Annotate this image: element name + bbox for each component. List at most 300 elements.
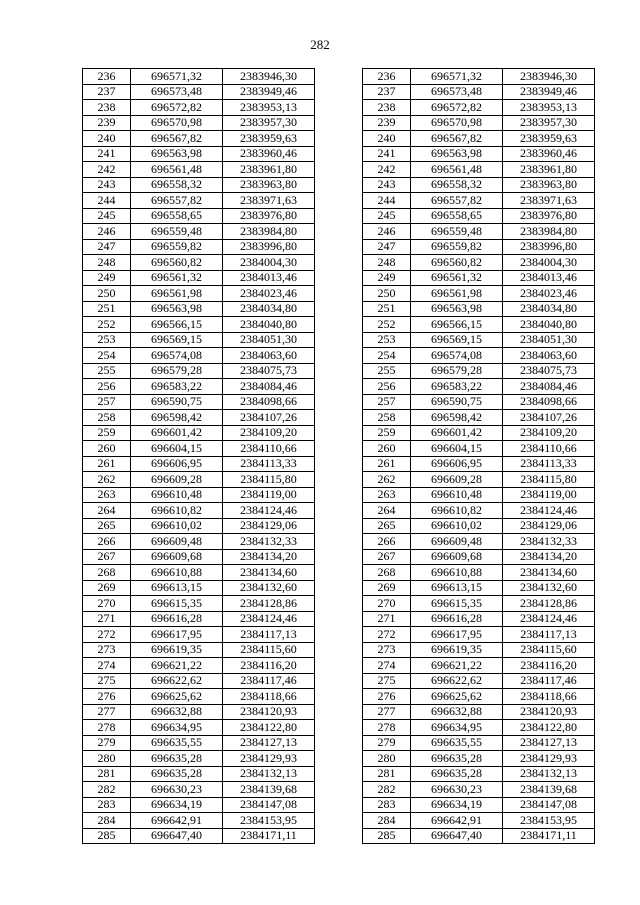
column-gap	[315, 441, 363, 457]
column-gap	[315, 518, 363, 534]
left-point-number-cell: 274	[83, 658, 131, 674]
table-row	[83, 239, 595, 255]
left-y-coordinate-cell: 2384013,46	[223, 270, 315, 286]
left-y-coordinate-cell: 2384129,93	[223, 751, 315, 767]
column-gap	[315, 239, 363, 255]
table-row	[83, 100, 595, 116]
right-point-number-cell: 236	[363, 69, 411, 85]
right-x-coordinate-cell: 696559,48	[411, 224, 503, 240]
left-y-coordinate-cell: 2384134,60	[223, 565, 315, 581]
left-x-coordinate-cell: 696604,15	[131, 441, 223, 457]
column-gap	[315, 704, 363, 720]
right-y-coordinate-cell: 2384110,66	[503, 441, 595, 457]
right-x-coordinate-cell: 696634,95	[411, 720, 503, 736]
left-x-coordinate-cell: 696642,91	[131, 813, 223, 829]
left-x-coordinate-cell: 696590,75	[131, 394, 223, 410]
left-x-coordinate-cell: 696609,68	[131, 549, 223, 565]
right-x-coordinate-cell: 696642,91	[411, 813, 503, 829]
left-point-number-cell: 255	[83, 363, 131, 379]
left-point-number-cell: 240	[83, 131, 131, 147]
table-row	[83, 115, 595, 131]
table-row	[83, 735, 595, 751]
left-x-coordinate-cell: 696563,98	[131, 301, 223, 317]
right-y-coordinate-cell: 2384129,93	[503, 751, 595, 767]
right-y-coordinate-cell: 2384127,13	[503, 735, 595, 751]
left-point-number-cell: 272	[83, 627, 131, 643]
right-x-coordinate-cell: 696630,23	[411, 782, 503, 798]
left-point-number-cell: 250	[83, 286, 131, 302]
left-x-coordinate-cell: 696635,28	[131, 766, 223, 782]
column-gap	[315, 456, 363, 472]
right-x-coordinate-cell: 696625,62	[411, 689, 503, 705]
left-point-number-cell: 266	[83, 534, 131, 550]
right-y-coordinate-cell: 2384134,20	[503, 549, 595, 565]
left-point-number-cell: 245	[83, 208, 131, 224]
right-y-coordinate-cell: 2383960,46	[503, 146, 595, 162]
left-x-coordinate-cell: 696610,48	[131, 487, 223, 503]
right-x-coordinate-cell: 696569,15	[411, 332, 503, 348]
left-y-coordinate-cell: 2383963,80	[223, 177, 315, 193]
left-x-coordinate-cell: 696574,08	[131, 348, 223, 364]
right-point-number-cell: 245	[363, 208, 411, 224]
left-x-coordinate-cell: 696621,22	[131, 658, 223, 674]
left-y-coordinate-cell: 2384117,46	[223, 673, 315, 689]
left-point-number-cell: 282	[83, 782, 131, 798]
right-x-coordinate-cell: 696561,32	[411, 270, 503, 286]
coordinates-table	[82, 68, 595, 844]
column-gap	[315, 379, 363, 395]
left-y-coordinate-cell: 2384051,30	[223, 332, 315, 348]
right-point-number-cell: 258	[363, 410, 411, 426]
left-point-number-cell: 280	[83, 751, 131, 767]
left-x-coordinate-cell: 696601,42	[131, 425, 223, 441]
left-x-coordinate-cell: 696563,98	[131, 146, 223, 162]
right-y-coordinate-cell: 2383953,13	[503, 100, 595, 116]
left-x-coordinate-cell: 696571,32	[131, 69, 223, 85]
right-y-coordinate-cell: 2383946,30	[503, 69, 595, 85]
left-point-number-cell: 237	[83, 84, 131, 100]
left-x-coordinate-cell: 696598,42	[131, 410, 223, 426]
left-y-coordinate-cell: 2383957,30	[223, 115, 315, 131]
right-point-number-cell: 271	[363, 611, 411, 627]
left-x-coordinate-cell: 696622,62	[131, 673, 223, 689]
right-y-coordinate-cell: 2384119,00	[503, 487, 595, 503]
column-gap	[315, 332, 363, 348]
left-x-coordinate-cell: 696617,95	[131, 627, 223, 643]
right-y-coordinate-cell: 2384107,26	[503, 410, 595, 426]
table-row	[83, 565, 595, 581]
right-y-coordinate-cell: 2384124,46	[503, 611, 595, 627]
right-x-coordinate-cell: 696567,82	[411, 131, 503, 147]
column-gap	[315, 224, 363, 240]
table-row	[83, 534, 595, 550]
table-row	[83, 611, 595, 627]
left-y-coordinate-cell: 2384040,80	[223, 317, 315, 333]
table-row	[83, 642, 595, 658]
column-gap	[315, 84, 363, 100]
right-y-coordinate-cell: 2384116,20	[503, 658, 595, 674]
left-y-coordinate-cell: 2384063,60	[223, 348, 315, 364]
table-row	[83, 441, 595, 457]
right-x-coordinate-cell: 696617,95	[411, 627, 503, 643]
left-y-coordinate-cell: 2384132,13	[223, 766, 315, 782]
left-point-number-cell: 283	[83, 797, 131, 813]
right-point-number-cell: 246	[363, 224, 411, 240]
table-row	[83, 704, 595, 720]
right-y-coordinate-cell: 2383984,80	[503, 224, 595, 240]
column-gap	[315, 425, 363, 441]
column-gap	[315, 394, 363, 410]
right-x-coordinate-cell: 696590,75	[411, 394, 503, 410]
right-x-coordinate-cell: 696563,98	[411, 301, 503, 317]
right-point-number-cell: 239	[363, 115, 411, 131]
left-y-coordinate-cell: 2384084,46	[223, 379, 315, 395]
left-x-coordinate-cell: 696573,48	[131, 84, 223, 100]
right-y-coordinate-cell: 2384013,46	[503, 270, 595, 286]
left-x-coordinate-cell: 696635,55	[131, 735, 223, 751]
right-x-coordinate-cell: 696632,88	[411, 704, 503, 720]
right-point-number-cell: 274	[363, 658, 411, 674]
right-point-number-cell: 248	[363, 255, 411, 271]
column-gap	[315, 735, 363, 751]
right-y-coordinate-cell: 2383957,30	[503, 115, 595, 131]
right-x-coordinate-cell: 696635,55	[411, 735, 503, 751]
table-row	[83, 332, 595, 348]
right-y-coordinate-cell: 2384117,13	[503, 627, 595, 643]
table-row	[83, 456, 595, 472]
column-gap	[315, 673, 363, 689]
column-gap	[315, 100, 363, 116]
left-y-coordinate-cell: 2384107,26	[223, 410, 315, 426]
left-y-coordinate-cell: 2384116,20	[223, 658, 315, 674]
table-row	[83, 270, 595, 286]
left-y-coordinate-cell: 2383971,63	[223, 193, 315, 209]
left-point-number-cell: 263	[83, 487, 131, 503]
right-x-coordinate-cell: 696558,32	[411, 177, 503, 193]
table-row	[83, 317, 595, 333]
right-point-number-cell: 247	[363, 239, 411, 255]
column-gap	[315, 301, 363, 317]
left-y-coordinate-cell: 2384109,20	[223, 425, 315, 441]
right-point-number-cell: 279	[363, 735, 411, 751]
right-x-coordinate-cell: 696571,32	[411, 69, 503, 85]
right-point-number-cell: 270	[363, 596, 411, 612]
column-gap	[315, 503, 363, 519]
left-y-coordinate-cell: 2383959,63	[223, 131, 315, 147]
left-x-coordinate-cell: 696561,98	[131, 286, 223, 302]
right-point-number-cell: 256	[363, 379, 411, 395]
right-point-number-cell: 268	[363, 565, 411, 581]
left-x-coordinate-cell: 696613,15	[131, 580, 223, 596]
right-y-coordinate-cell: 2384122,80	[503, 720, 595, 736]
right-point-number-cell: 263	[363, 487, 411, 503]
column-gap	[315, 317, 363, 333]
table-row	[83, 580, 595, 596]
column-gap	[315, 751, 363, 767]
left-point-number-cell: 246	[83, 224, 131, 240]
column-gap	[315, 627, 363, 643]
right-x-coordinate-cell: 696558,65	[411, 208, 503, 224]
coordinates-table-body	[83, 69, 595, 844]
right-point-number-cell: 281	[363, 766, 411, 782]
right-y-coordinate-cell: 2383971,63	[503, 193, 595, 209]
left-point-number-cell: 253	[83, 332, 131, 348]
left-y-coordinate-cell: 2383996,80	[223, 239, 315, 255]
page-number: 282	[310, 37, 330, 52]
left-y-coordinate-cell: 2384134,20	[223, 549, 315, 565]
left-point-number-cell: 260	[83, 441, 131, 457]
right-point-number-cell: 282	[363, 782, 411, 798]
right-x-coordinate-cell: 696572,82	[411, 100, 503, 116]
table-row	[83, 146, 595, 162]
left-x-coordinate-cell: 696579,28	[131, 363, 223, 379]
right-y-coordinate-cell: 2384004,30	[503, 255, 595, 271]
right-y-coordinate-cell: 2383949,46	[503, 84, 595, 100]
right-point-number-cell: 238	[363, 100, 411, 116]
right-y-coordinate-cell: 2384124,46	[503, 503, 595, 519]
table-row	[83, 518, 595, 534]
left-y-coordinate-cell: 2384075,73	[223, 363, 315, 379]
left-x-coordinate-cell: 696609,48	[131, 534, 223, 550]
right-x-coordinate-cell: 696647,40	[411, 828, 503, 844]
column-gap	[315, 813, 363, 829]
left-y-coordinate-cell: 2384023,46	[223, 286, 315, 302]
left-y-coordinate-cell: 2384118,66	[223, 689, 315, 705]
table-row	[83, 766, 595, 782]
right-point-number-cell: 262	[363, 472, 411, 488]
left-point-number-cell: 276	[83, 689, 131, 705]
column-gap	[315, 363, 363, 379]
table-row	[83, 472, 595, 488]
left-x-coordinate-cell: 696635,28	[131, 751, 223, 767]
left-y-coordinate-cell: 2384132,60	[223, 580, 315, 596]
table-row	[83, 363, 595, 379]
right-point-number-cell: 278	[363, 720, 411, 736]
column-gap	[315, 565, 363, 581]
left-x-coordinate-cell: 696606,95	[131, 456, 223, 472]
left-y-coordinate-cell: 2384115,80	[223, 472, 315, 488]
table-row	[83, 503, 595, 519]
right-y-coordinate-cell: 2384084,46	[503, 379, 595, 395]
left-y-coordinate-cell: 2383960,46	[223, 146, 315, 162]
table-row	[83, 627, 595, 643]
right-point-number-cell: 276	[363, 689, 411, 705]
right-x-coordinate-cell: 696559,82	[411, 239, 503, 255]
column-gap	[315, 131, 363, 147]
column-gap	[315, 162, 363, 178]
right-x-coordinate-cell: 696566,15	[411, 317, 503, 333]
right-x-coordinate-cell: 696615,35	[411, 596, 503, 612]
table-row	[83, 782, 595, 798]
left-x-coordinate-cell: 696609,28	[131, 472, 223, 488]
right-y-coordinate-cell: 2384040,80	[503, 317, 595, 333]
table-row	[83, 193, 595, 209]
left-x-coordinate-cell: 696615,35	[131, 596, 223, 612]
left-y-coordinate-cell: 2384115,60	[223, 642, 315, 658]
right-x-coordinate-cell: 696561,48	[411, 162, 503, 178]
left-point-number-cell: 251	[83, 301, 131, 317]
left-point-number-cell: 238	[83, 100, 131, 116]
left-x-coordinate-cell: 696559,48	[131, 224, 223, 240]
right-y-coordinate-cell: 2384139,68	[503, 782, 595, 798]
right-point-number-cell: 250	[363, 286, 411, 302]
right-y-coordinate-cell: 2383976,80	[503, 208, 595, 224]
left-y-coordinate-cell: 2383961,80	[223, 162, 315, 178]
right-point-number-cell: 254	[363, 348, 411, 364]
table-row	[83, 410, 595, 426]
right-y-coordinate-cell: 2384129,06	[503, 518, 595, 534]
right-y-coordinate-cell: 2384147,08	[503, 797, 595, 813]
table-row	[83, 394, 595, 410]
left-x-coordinate-cell: 696572,82	[131, 100, 223, 116]
column-gap	[315, 410, 363, 426]
right-x-coordinate-cell: 696610,88	[411, 565, 503, 581]
left-point-number-cell: 265	[83, 518, 131, 534]
left-x-coordinate-cell: 696570,98	[131, 115, 223, 131]
column-gap	[315, 797, 363, 813]
table-row	[83, 813, 595, 829]
right-y-coordinate-cell: 2384051,30	[503, 332, 595, 348]
right-x-coordinate-cell: 696610,82	[411, 503, 503, 519]
right-y-coordinate-cell: 2384118,66	[503, 689, 595, 705]
right-y-coordinate-cell: 2384128,86	[503, 596, 595, 612]
table-row	[83, 487, 595, 503]
left-x-coordinate-cell: 696558,32	[131, 177, 223, 193]
table-row	[83, 425, 595, 441]
left-point-number-cell: 259	[83, 425, 131, 441]
left-x-coordinate-cell: 696616,28	[131, 611, 223, 627]
table-row	[83, 751, 595, 767]
left-x-coordinate-cell: 696630,23	[131, 782, 223, 798]
left-point-number-cell: 249	[83, 270, 131, 286]
left-point-number-cell: 256	[83, 379, 131, 395]
right-x-coordinate-cell: 696613,15	[411, 580, 503, 596]
left-x-coordinate-cell: 696647,40	[131, 828, 223, 844]
right-point-number-cell: 277	[363, 704, 411, 720]
column-gap	[315, 596, 363, 612]
right-y-coordinate-cell: 2383996,80	[503, 239, 595, 255]
left-x-coordinate-cell: 696566,15	[131, 317, 223, 333]
column-gap	[315, 611, 363, 627]
column-gap	[315, 472, 363, 488]
right-x-coordinate-cell: 696574,08	[411, 348, 503, 364]
right-y-coordinate-cell: 2384134,60	[503, 565, 595, 581]
right-x-coordinate-cell: 696583,22	[411, 379, 503, 395]
right-x-coordinate-cell: 696601,42	[411, 425, 503, 441]
column-gap	[315, 270, 363, 286]
right-point-number-cell: 283	[363, 797, 411, 813]
left-point-number-cell: 277	[83, 704, 131, 720]
left-y-coordinate-cell: 2384128,86	[223, 596, 315, 612]
right-y-coordinate-cell: 2384120,93	[503, 704, 595, 720]
left-y-coordinate-cell: 2384119,00	[223, 487, 315, 503]
left-y-coordinate-cell: 2383949,46	[223, 84, 315, 100]
left-y-coordinate-cell: 2383953,13	[223, 100, 315, 116]
column-gap	[315, 642, 363, 658]
right-point-number-cell: 255	[363, 363, 411, 379]
left-x-coordinate-cell: 696569,15	[131, 332, 223, 348]
left-x-coordinate-cell: 696557,82	[131, 193, 223, 209]
right-x-coordinate-cell: 696598,42	[411, 410, 503, 426]
left-y-coordinate-cell: 2384034,80	[223, 301, 315, 317]
left-point-number-cell: 257	[83, 394, 131, 410]
left-y-coordinate-cell: 2384132,33	[223, 534, 315, 550]
left-point-number-cell: 281	[83, 766, 131, 782]
left-y-coordinate-cell: 2384127,13	[223, 735, 315, 751]
left-point-number-cell: 275	[83, 673, 131, 689]
table-row	[83, 69, 595, 85]
right-point-number-cell: 266	[363, 534, 411, 550]
right-x-coordinate-cell: 696621,22	[411, 658, 503, 674]
table-row	[83, 84, 595, 100]
right-point-number-cell: 242	[363, 162, 411, 178]
right-y-coordinate-cell: 2384115,60	[503, 642, 595, 658]
right-y-coordinate-cell: 2384075,73	[503, 363, 595, 379]
right-x-coordinate-cell: 696609,68	[411, 549, 503, 565]
left-point-number-cell: 241	[83, 146, 131, 162]
left-point-number-cell: 267	[83, 549, 131, 565]
table-row	[83, 301, 595, 317]
right-x-coordinate-cell: 696619,35	[411, 642, 503, 658]
right-point-number-cell: 237	[363, 84, 411, 100]
right-x-coordinate-cell: 696610,48	[411, 487, 503, 503]
left-y-coordinate-cell: 2384004,30	[223, 255, 315, 271]
right-point-number-cell: 265	[363, 518, 411, 534]
column-gap	[315, 766, 363, 782]
right-y-coordinate-cell: 2384132,33	[503, 534, 595, 550]
left-point-number-cell: 247	[83, 239, 131, 255]
column-gap	[315, 115, 363, 131]
table-row	[83, 255, 595, 271]
left-x-coordinate-cell: 696559,82	[131, 239, 223, 255]
right-y-coordinate-cell: 2383959,63	[503, 131, 595, 147]
left-x-coordinate-cell: 696625,62	[131, 689, 223, 705]
left-point-number-cell: 242	[83, 162, 131, 178]
left-y-coordinate-cell: 2383976,80	[223, 208, 315, 224]
table-row	[83, 177, 595, 193]
table-row	[83, 224, 595, 240]
left-point-number-cell: 262	[83, 472, 131, 488]
left-point-number-cell: 248	[83, 255, 131, 271]
left-x-coordinate-cell: 696558,65	[131, 208, 223, 224]
left-y-coordinate-cell: 2384124,46	[223, 611, 315, 627]
left-y-coordinate-cell: 2384147,08	[223, 797, 315, 813]
left-x-coordinate-cell: 696560,82	[131, 255, 223, 271]
left-y-coordinate-cell: 2384171,11	[223, 828, 315, 844]
left-point-number-cell: 279	[83, 735, 131, 751]
right-x-coordinate-cell: 696604,15	[411, 441, 503, 457]
table-row	[83, 689, 595, 705]
right-point-number-cell: 244	[363, 193, 411, 209]
left-point-number-cell: 236	[83, 69, 131, 85]
right-y-coordinate-cell: 2384098,66	[503, 394, 595, 410]
left-y-coordinate-cell: 2384113,33	[223, 456, 315, 472]
left-point-number-cell: 239	[83, 115, 131, 131]
column-gap	[315, 828, 363, 844]
right-point-number-cell: 285	[363, 828, 411, 844]
right-y-coordinate-cell: 2384132,60	[503, 580, 595, 596]
right-x-coordinate-cell: 696609,48	[411, 534, 503, 550]
left-point-number-cell: 271	[83, 611, 131, 627]
table-row	[83, 596, 595, 612]
table-row	[83, 797, 595, 813]
table-row	[83, 208, 595, 224]
left-point-number-cell: 243	[83, 177, 131, 193]
table-row	[83, 348, 595, 364]
right-x-coordinate-cell: 696579,28	[411, 363, 503, 379]
table-row	[83, 131, 595, 147]
right-x-coordinate-cell: 696560,82	[411, 255, 503, 271]
